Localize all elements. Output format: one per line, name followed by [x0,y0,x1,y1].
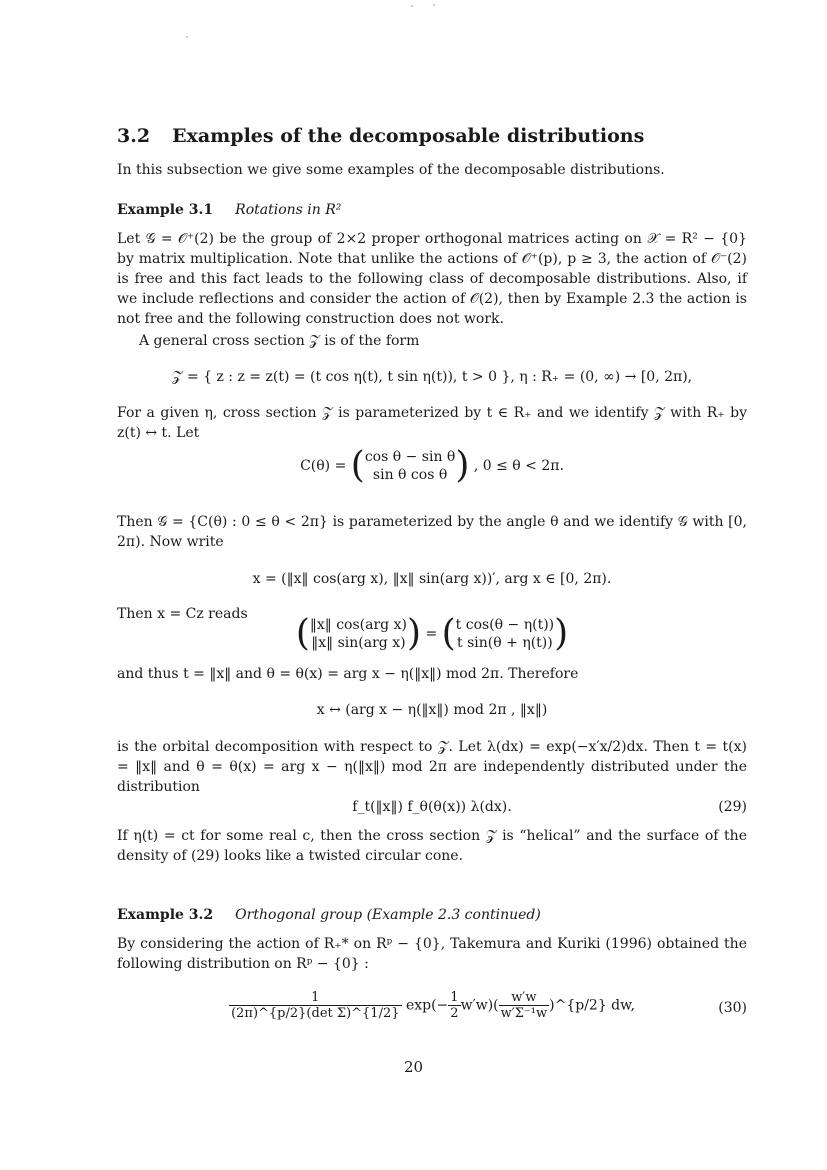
equation-orbital-decomposition: x ↔ (arg x − η(‖x‖) mod 2π , ‖x‖) [316,702,548,718]
example-3-2-paragraph-1: By considering the action of R₊* on Rᵖ − {0}, Takemura and Kuriki (1996) obtained the following distribution on Rᵖ − {0} : [117,936,747,972]
scan-speck [411,5,413,7]
equation-29-body: f_t(‖x‖) f_θ(θ(x)) λ(dx). [352,799,512,815]
example-label: Example 3.1 [117,202,214,218]
equation-30-body: $\frac{1}{\text{(2π)\textasciicircum{}\{p/2\}(det Σ)\textasciicircum{}\{1/2\}}}$ exp(− $\frac{1}{2}$ w′w)( $\frac{w'w}{\text{w′Σ⁻¹w}}$ )^{p/2} dw, [231,990,635,1021]
example-3-1-paragraph-6: and thus t = ‖x‖ and θ = θ(x) = arg x − η(‖x‖) mod 2π. Therefore [117,666,579,682]
example-label: Example 3.2 [117,907,214,923]
equation-x: x = (‖x‖ cos(arg x), ‖x‖ sin(arg x))′, arg x ∈ [0, 2π). [252,571,612,587]
matrix-lhs: C(θ) = [300,458,347,474]
section-heading [117,126,747,146]
matrix-rhs: , 0 ≤ θ < 2π. [473,458,564,474]
scan-speck [433,4,435,6]
x-vector-row-2: ‖x‖ sin(arg x) [311,635,406,651]
equation-cross-section: 𝒵 = { z : z = z(t) = (t cos η(t), t sin η(t)), t > 0 }, η : R₊ = (0, ∞) → [0, 2π), [171,369,693,385]
example-title: Orthogonal group (Example 2.3 continued) [235,907,541,923]
cz-vector [456,616,554,652]
page-number: 20 [403,1058,424,1076]
example-3-1-paragraph-5: Then x = Cz reads [117,606,248,622]
cz-vector-row-1: t cos(θ − η(t)) [455,617,555,633]
equation-x-equals-cz: ( ‖x‖ cos(arg x) ‖x‖ sin(arg x) ) = ( t cos(θ − η(t)) t sin(θ + η(t)) ) [295,613,569,654]
matrix-row-1: cos θ − sin θ [364,449,456,465]
example-3-1-paragraph-8: If η(t) = ct for some real c, then the cross section 𝒵 is “helical” and the surface of the density of (29) looks like a twisted circular cone. [117,828,747,864]
example-3-1-heading [117,200,747,220]
example-title: Rotations in R² [235,202,342,218]
x-vector-row-1: ‖x‖ cos(arg x) [309,617,407,633]
ratio-fraction: $\frac{w'w}{\text{w′Σ⁻¹w}}$ [500,990,548,1021]
matrix-row-2: sin θ cos θ [372,467,448,483]
rotation-matrix [365,448,456,484]
equation-29-number: (29) [718,799,747,815]
x-vector [310,616,407,652]
example-3-1-paragraph-2: A general cross section 𝒵 is of the form [139,333,420,349]
equation-29 [117,797,747,817]
section-number: 3.2 [117,125,151,147]
example-3-1-paragraph-4: Then 𝒢 = {C(θ) : 0 ≤ θ < 2π} is parameterized by the angle θ and we identify 𝒢 with [0, 2π). Now write [117,514,747,550]
scan-speck [186,36,188,38]
example-3-2-heading [117,905,747,925]
equals-sign: = [425,626,438,642]
example-3-1-paragraph-3: For a given η, cross section 𝒵 is parameterized by t ∈ R₊ and we identify 𝒵 with R₊ by z(t) ↔ t. Let [117,405,747,441]
equation-30 [117,990,747,1021]
example-3-1-paragraph-1: Let 𝒢 = 𝒪⁺(2) be the group of 2×2 proper orthogonal matrices acting on 𝒳 = R² − {0} by matrix multiplication. Note that unlike the actions of 𝒪⁺(p), p ≥ 3, the action of 𝒪⁻(2) is free and this fact leads to the following class of decomposable distributions. Also, if we include reflections and consider the action of 𝒪(2), then by Example 2.3 the action is not free and the following construction does not work. [117,231,747,327]
cz-vector-row-2: t sin(θ + η(t)) [457,635,553,651]
normalizing-fraction: $\frac{1}{\text{(2π)\textasciicircum{}\{p/2\}(det Σ)\textasciicircum{}\{1/2\}}}$ [231,990,400,1021]
example-3-1-paragraph-7: is the orbital decomposition with respect to 𝒵. Let λ(dx) = exp(−x′x/2)dx. Then t = t(x) = ‖x‖ and θ = θ(x) = arg x − η(‖x‖) mod 2π are independently distributed under the distribution [117,739,747,795]
section-title: Examples of the decomposable distributions [172,125,645,147]
equation-rotation-matrix: C(θ) = ( cos θ − sin θ sin θ cos θ ) , 0 ≤ θ < 2π. [300,445,564,486]
equation-30-number: (30) [718,1000,747,1016]
half-fraction: $\frac{1}{2}$ [450,990,459,1021]
section-intro: In this subsection we give some examples of the decomposable distributions. [117,162,665,178]
